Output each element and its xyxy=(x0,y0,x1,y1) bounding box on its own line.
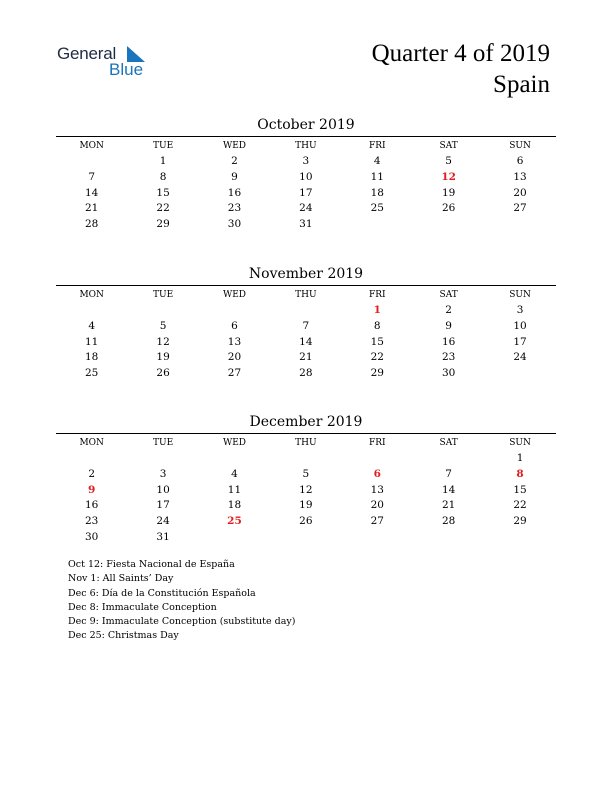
weekday-header: TUE xyxy=(153,438,174,448)
empty-day-cell xyxy=(56,303,127,319)
day-cell: 22 xyxy=(513,499,527,512)
day-cell: 29 xyxy=(513,515,527,528)
weekday-header: FRI xyxy=(368,438,386,448)
holiday-note: Dec 9: Immaculate Conception (substitute day) xyxy=(68,616,296,628)
day-cell: 26 xyxy=(441,202,456,215)
day-cell: 7 xyxy=(302,319,310,332)
holiday-day-cell: 8 xyxy=(516,467,524,480)
holiday-day-cell: 25 xyxy=(227,515,242,528)
weekday-header: TUE xyxy=(153,141,174,151)
logo-general-text: General xyxy=(57,44,117,63)
empty-day-cell xyxy=(199,451,270,467)
holiday-note: Oct 12: Fiesta Nacional de España xyxy=(68,559,235,570)
day-cell: 9 xyxy=(445,319,452,332)
day-cell: 23 xyxy=(227,202,242,215)
weekday-header: SUN xyxy=(509,141,531,151)
weekday-header: TUE xyxy=(153,290,174,300)
day-cell: 17 xyxy=(156,499,170,512)
page-title xyxy=(372,38,550,100)
day-cell: 7 xyxy=(445,467,452,480)
day-cell: 19 xyxy=(441,186,456,199)
day-cell: 30 xyxy=(227,218,242,231)
day-cell: 5 xyxy=(159,319,167,332)
weekday-header: THU xyxy=(295,438,317,448)
weekday-header: SAT xyxy=(439,438,458,448)
day-cell: 8 xyxy=(159,170,167,183)
day-cell: 23 xyxy=(441,351,456,364)
day-cell: 22 xyxy=(156,202,170,215)
day-cell: 17 xyxy=(513,335,527,348)
day-cell: 2 xyxy=(445,304,452,316)
day-cell: 20 xyxy=(227,351,242,364)
day-cell: 31 xyxy=(299,218,313,231)
day-cell: 13 xyxy=(227,335,242,348)
day-cell: 10 xyxy=(156,483,170,496)
weekday-header: SAT xyxy=(439,290,458,300)
day-cell: 15 xyxy=(513,483,527,496)
day-cell: 24 xyxy=(513,351,527,364)
day-cell: 28 xyxy=(299,367,313,380)
day-cell: 4 xyxy=(231,467,238,480)
day-cell: 18 xyxy=(85,351,99,364)
holiday-note: Dec 8: Immaculate Conception xyxy=(68,601,217,613)
title-quarter: Quarter 4 of 2019 xyxy=(371,40,550,67)
day-cell: 9 xyxy=(231,170,238,183)
empty-day-cell xyxy=(342,451,413,467)
day-cell: 4 xyxy=(373,155,381,167)
day-cell: 29 xyxy=(370,367,384,380)
day-cell: 16 xyxy=(227,186,242,199)
day-cell: 20 xyxy=(370,499,384,512)
day-cell: 15 xyxy=(156,186,170,199)
day-grid xyxy=(56,434,556,546)
logo xyxy=(57,42,157,82)
month-calendar-october xyxy=(56,116,556,233)
day-cell: 26 xyxy=(156,367,170,380)
day-cell: 24 xyxy=(156,515,170,528)
day-cell: 17 xyxy=(299,186,313,199)
empty-day-cell xyxy=(270,303,341,319)
day-cell: 18 xyxy=(227,499,242,512)
day-cell: 3 xyxy=(159,467,167,480)
month-title: November 2019 xyxy=(248,266,364,282)
day-grid xyxy=(56,137,556,233)
empty-day-cell xyxy=(413,451,484,467)
day-cell: 3 xyxy=(302,155,310,167)
holiday-day-cell: 12 xyxy=(441,170,456,183)
holiday-day-cell: 6 xyxy=(373,467,381,480)
weekday-header: SAT xyxy=(439,141,458,151)
day-cell: 24 xyxy=(299,202,313,215)
day-cell: 1 xyxy=(159,155,167,167)
holiday-notes xyxy=(68,558,295,644)
day-cell: 12 xyxy=(299,483,313,496)
day-cell: 11 xyxy=(85,335,99,348)
empty-day-cell xyxy=(199,303,270,319)
day-cell: 1 xyxy=(516,452,524,464)
day-cell: 18 xyxy=(370,186,384,199)
weekday-header: MON xyxy=(79,438,104,448)
day-cell: 25 xyxy=(370,202,384,215)
day-cell: 27 xyxy=(370,515,384,528)
empty-day-cell xyxy=(56,451,127,467)
day-cell: 21 xyxy=(441,499,456,512)
day-cell: 6 xyxy=(516,155,524,167)
day-cell: 5 xyxy=(445,155,452,167)
day-cell: 14 xyxy=(85,186,99,199)
title-country: Spain xyxy=(493,71,550,98)
day-cell: 13 xyxy=(370,483,384,496)
logo-blue-text: Blue xyxy=(109,60,144,79)
holiday-day-cell: 9 xyxy=(88,483,96,496)
weekday-header: FRI xyxy=(368,141,386,151)
month-title: December 2019 xyxy=(249,414,363,430)
day-cell: 26 xyxy=(299,515,313,528)
empty-day-cell xyxy=(56,154,127,170)
day-cell: 31 xyxy=(156,530,170,543)
weekday-header: SUN xyxy=(509,290,531,300)
holiday-note: Dec 25: Christmas Day xyxy=(68,630,179,642)
empty-day-cell xyxy=(127,303,198,319)
day-cell: 12 xyxy=(156,335,170,348)
day-cell: 2 xyxy=(88,467,96,480)
empty-day-cell xyxy=(270,451,341,467)
day-cell: 11 xyxy=(227,483,242,496)
weekday-header: WED xyxy=(222,141,246,151)
weekday-header: FRI xyxy=(368,290,386,300)
empty-day-cell xyxy=(127,451,198,467)
day-cell: 27 xyxy=(227,367,242,380)
day-cell: 16 xyxy=(85,499,99,512)
day-cell: 7 xyxy=(88,170,96,183)
day-cell: 11 xyxy=(370,170,384,183)
holiday-note: Nov 1: All Saints’ Day xyxy=(68,573,174,585)
holiday-note: Dec 6: Día de la Constitución Española xyxy=(68,587,256,599)
day-grid xyxy=(56,286,556,382)
day-cell: 30 xyxy=(85,530,99,543)
day-cell: 3 xyxy=(516,304,524,316)
weekday-header: THU xyxy=(295,290,317,300)
weekday-header: MON xyxy=(79,141,104,151)
day-cell: 29 xyxy=(156,218,170,231)
weekday-header: THU xyxy=(295,141,317,151)
day-cell: 4 xyxy=(88,319,96,332)
day-cell: 10 xyxy=(513,319,527,332)
day-cell: 13 xyxy=(513,170,527,183)
day-cell: 25 xyxy=(85,367,99,380)
day-cell: 30 xyxy=(441,367,456,380)
day-cell: 19 xyxy=(156,351,170,364)
day-cell: 28 xyxy=(85,218,99,231)
day-cell: 21 xyxy=(85,202,99,215)
day-cell: 23 xyxy=(85,515,99,528)
holiday-day-cell: 1 xyxy=(373,304,381,316)
day-cell: 8 xyxy=(373,319,381,332)
month-calendar-december xyxy=(56,413,556,546)
month-calendar-november xyxy=(56,265,556,382)
day-cell: 15 xyxy=(370,335,384,348)
day-cell: 28 xyxy=(441,515,456,528)
weekday-header: WED xyxy=(222,290,246,300)
day-cell: 27 xyxy=(513,202,527,215)
day-cell: 14 xyxy=(299,335,313,348)
month-title: October 2019 xyxy=(257,117,355,133)
weekday-header: SUN xyxy=(509,438,531,448)
day-cell: 20 xyxy=(513,186,527,199)
day-cell: 21 xyxy=(299,351,313,364)
day-cell: 6 xyxy=(231,319,238,332)
day-cell: 22 xyxy=(370,351,384,364)
day-cell: 14 xyxy=(441,483,456,496)
weekday-header: WED xyxy=(222,438,246,448)
weekday-header: MON xyxy=(79,290,104,300)
day-cell: 16 xyxy=(441,335,456,348)
day-cell: 10 xyxy=(299,170,313,183)
day-cell: 19 xyxy=(299,499,313,512)
day-cell: 5 xyxy=(302,467,310,480)
day-cell: 2 xyxy=(231,155,238,167)
